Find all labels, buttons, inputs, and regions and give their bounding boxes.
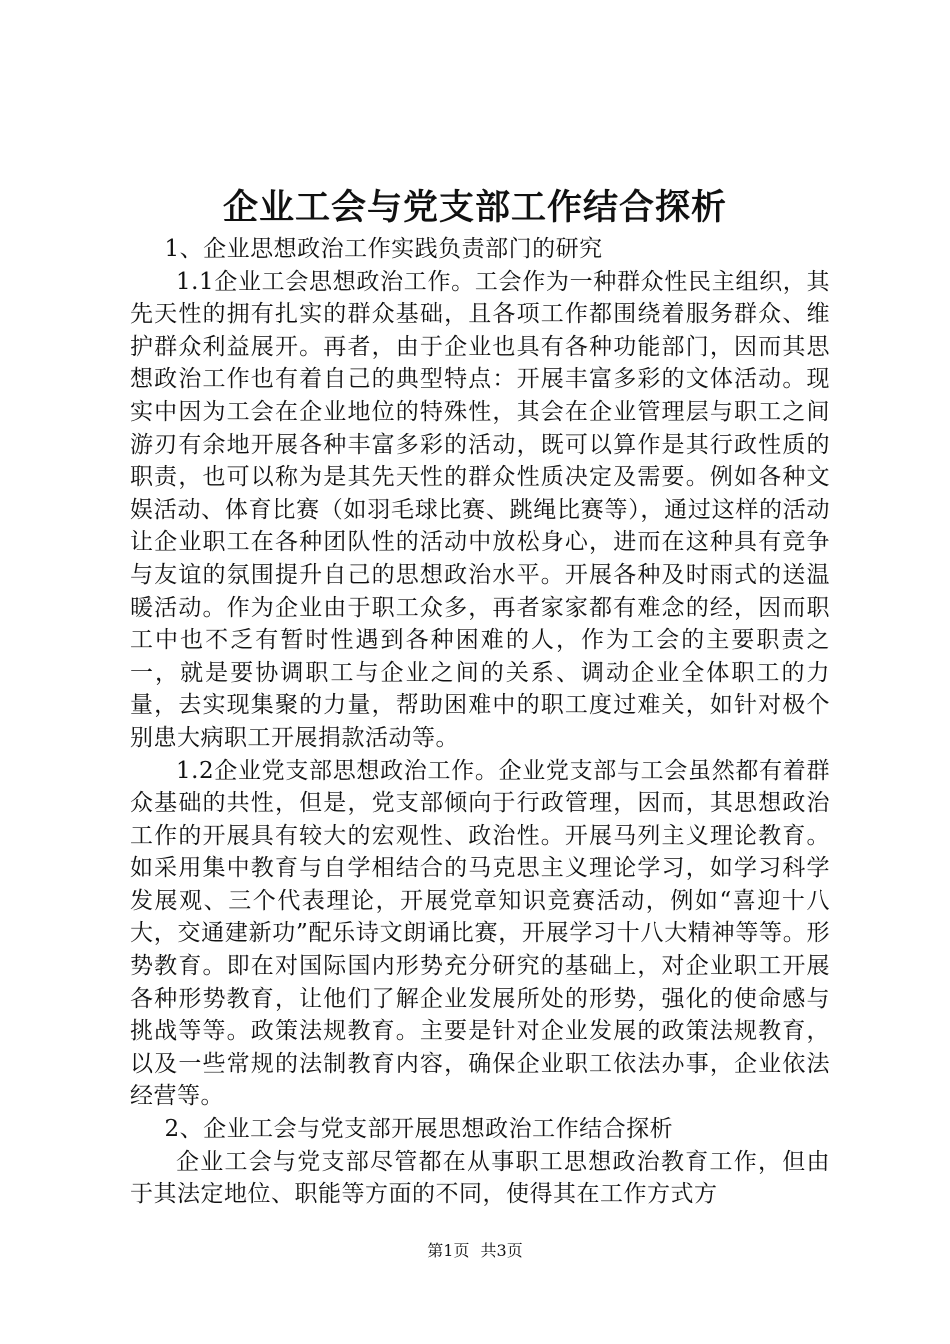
document-body — [130, 233, 830, 1211]
paragraph-1-2: 1.2企业党支部思想政治工作。企业党支部与工会虽然都有着群众基础的共性，但是，党支部倾向于行政管理，因而，其思想政治工作的开展具有较大的宏观性、政治性。开展马列主义理论教育。如采用集中教育与自学相结合的马克思主义理论学习，如学习科学发展观、三个代表理论，开展党章知识竞赛活动，例如“喜迎十八大，交通建新功”配乐诗文朗诵比赛，开展学习十八大精神等等。形势教育。即在对国际国内形势充分研究的基础上，对企业职工开展各种形势教育，让他们了解企业发展所处的形势，强化的使命感与挑战等等。政策法规教育。主要是针对企业发展的政策法规教育，以及一些常规的法制教育内容，确保企业职工依法办事，企业依法经营等。 — [130, 757, 830, 1110]
section-heading-2: 2、企业工会与党支部开展思想政治工作结合探析 — [164, 1116, 674, 1143]
paragraph-2-intro: 企业工会与党支部尽管都在从事职工思想政治教育工作，但由于其法定地位、职能等方面的不同，使得其在工作方式方 — [130, 1148, 830, 1208]
paragraph-1-1: 1.1企业工会思想政治工作。工会作为一种群众性民主组织，其先天性的拥有扎实的群众基础，且各项工作都围绕着服务群众、维护群众利益展开。再者，由于企业也具有各种功能部门，因而其思想政治工作也有着自己的典型特点：开展丰富多彩的文体活动。现实中因为工会在企业地位的特殊性，其会在企业管理层与职工之间游刃有余地开展各种丰富多彩的活动，既可以算作是其行政性质的职责，也可以称为是其先天性的群众性质决定及需要。例如各种文娱活动、体育比赛（如羽毛球比赛、跳绳比赛等），通过这样的活动让企业职工在各种团队性的活动中放松身心，进而在这种具有竞争与友谊的氛围提升自己的思想政治水平。开展各种及时雨式的送温暖活动。作为企业由于职工众多，再者家家都有难念的经，因而职工中也不乏有暂时性遇到各种困难的人，作为工会的主要职责之一，就是要协调职工与企业之间的关系、调动企业全体职工的力量，去实现集聚的力量，帮助困难中的职工度过难关，如针对极个别患大病职工开展捐款活动等。 — [130, 268, 830, 751]
page-number: 第1页 — [427, 1241, 470, 1260]
section-heading-1: 1、企业思想政治工作实践负责部门的研究 — [164, 236, 603, 262]
page-footer — [0, 1240, 950, 1262]
document-title: 企业工会与党支部工作结合探析 — [222, 187, 727, 228]
page-total: 共3页 — [480, 1241, 523, 1260]
